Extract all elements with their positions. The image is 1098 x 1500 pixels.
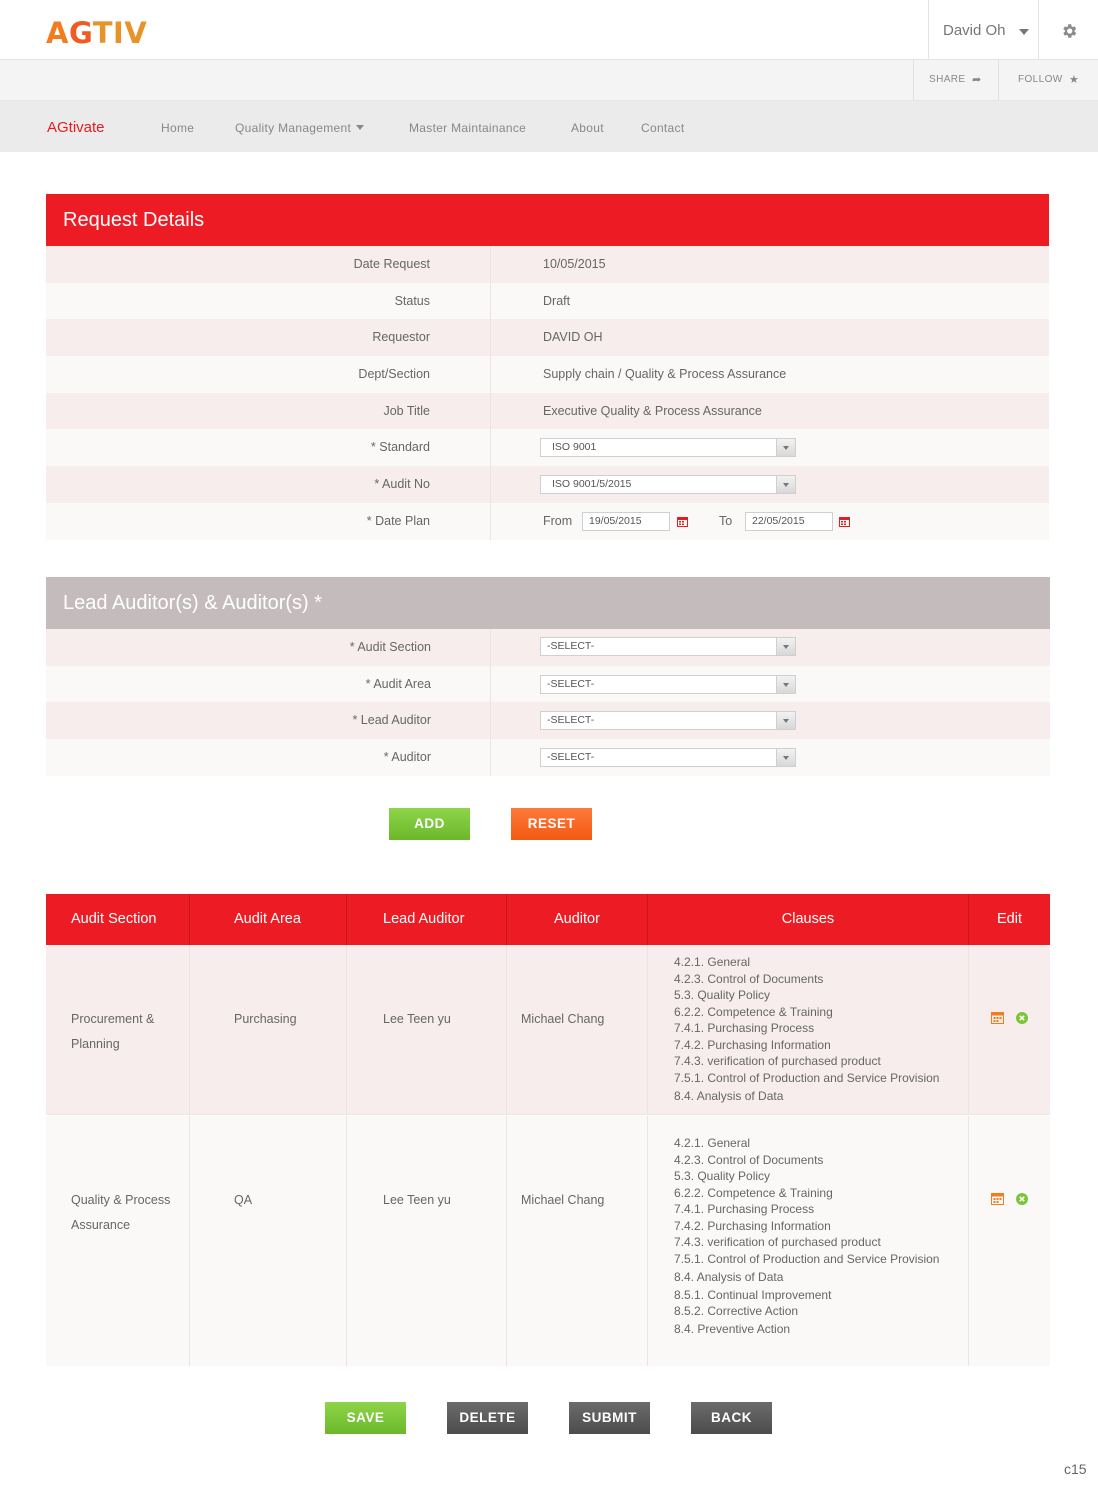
to-label: To bbox=[719, 513, 733, 528]
clauses-list bbox=[674, 954, 939, 1105]
col-clauses: Clauses bbox=[648, 894, 969, 945]
back-button[interactable]: BACK bbox=[691, 1402, 772, 1434]
user-menu[interactable] bbox=[928, 0, 1038, 60]
clause-item: 8.4. Analysis of Data bbox=[674, 1270, 784, 1284]
clause-item: 7.5.1. Control of Production and Service Provision bbox=[674, 1070, 940, 1085]
chevron-down-icon bbox=[776, 439, 795, 456]
divider bbox=[490, 246, 491, 283]
star-icon: ★ bbox=[1069, 74, 1080, 86]
field-label: Requestor bbox=[372, 330, 430, 345]
form-row-requestor bbox=[46, 319, 1049, 356]
clause-item: 4.2.1. General bbox=[674, 1136, 751, 1150]
field-label: Dept/Section bbox=[358, 367, 430, 382]
form-row-job-title bbox=[46, 393, 1049, 430]
form-row-audit-no bbox=[46, 466, 1049, 503]
field-label: * Audit Section bbox=[349, 640, 431, 654]
date-to-input[interactable]: 22/05/2015 bbox=[745, 512, 833, 531]
form-row-audit-area bbox=[46, 666, 1050, 703]
form-row-date-request bbox=[46, 246, 1049, 283]
delete-button[interactable]: DELETE bbox=[447, 1402, 528, 1434]
cell-edit bbox=[969, 945, 1050, 1114]
audit-no-select-value: ISO 9001/5/2015 bbox=[552, 478, 632, 491]
field-label: Date Request bbox=[353, 257, 430, 271]
field-label: * Date Plan bbox=[366, 513, 430, 528]
clauses-list bbox=[674, 1135, 939, 1337]
audit-area-select-value: -SELECT- bbox=[547, 677, 595, 690]
lead-auditor-select[interactable] bbox=[540, 711, 796, 730]
remove-icon[interactable] bbox=[1016, 1193, 1028, 1205]
divider bbox=[490, 739, 491, 776]
field-label: * Audit No bbox=[374, 477, 430, 492]
remove-icon[interactable] bbox=[1016, 1012, 1028, 1024]
dept-section-value: Supply chain / Quality & Process Assurance bbox=[543, 367, 787, 382]
cell-edit bbox=[969, 1116, 1050, 1366]
share-label: SHARE bbox=[929, 74, 966, 85]
clause-item: 4.2.1. General bbox=[674, 955, 751, 969]
cell-clauses bbox=[648, 1116, 969, 1366]
auditor-text: Michael Chang bbox=[521, 1193, 605, 1207]
audit-section-line: Assurance bbox=[71, 1217, 131, 1232]
requestor-value: DAVID OH bbox=[543, 330, 603, 345]
clause-item: 7.5.1. Control of Production and Service Provision bbox=[674, 1251, 940, 1266]
chevron-down-icon bbox=[776, 638, 795, 655]
audit-area-text: QA bbox=[234, 1193, 253, 1207]
auditors-form bbox=[46, 629, 1050, 776]
cell-audit-area bbox=[190, 945, 347, 1114]
cell-lead-auditor bbox=[347, 945, 507, 1114]
audit-section-line: Planning bbox=[71, 1036, 120, 1051]
job-title-value: Executive Quality & Process Assurance bbox=[543, 403, 762, 418]
divider bbox=[490, 503, 491, 540]
status-value: Draft bbox=[543, 293, 571, 308]
form-row-auditor bbox=[46, 739, 1050, 776]
audit-section-select-value: -SELECT- bbox=[547, 640, 595, 652]
share-arrow-icon: ➦ bbox=[972, 74, 982, 86]
form-row-lead-auditor bbox=[46, 702, 1050, 739]
field-label: Status bbox=[394, 293, 430, 308]
clause-item: 7.4.1. Purchasing Process bbox=[674, 1202, 815, 1216]
logo-letters-tiv: TIV bbox=[92, 16, 148, 50]
request-details-form bbox=[46, 246, 1049, 540]
table-row bbox=[46, 945, 1050, 1115]
lead-auditor-text: Lee Teen yu bbox=[383, 1012, 451, 1026]
field-label: * Standard bbox=[370, 440, 430, 455]
date-from-input[interactable]: 19/05/2015 bbox=[582, 512, 670, 531]
reset-button[interactable]: RESET bbox=[511, 808, 592, 840]
settings-button[interactable] bbox=[1038, 0, 1098, 60]
clause-item: 8.4. Preventive Action bbox=[674, 1321, 791, 1336]
save-button[interactable]: SAVE bbox=[325, 1402, 406, 1434]
cell-lead-auditor bbox=[347, 1116, 507, 1366]
clause-item: 6.2.2. Competence & Training bbox=[674, 1004, 833, 1019]
follow-button[interactable] bbox=[998, 60, 1098, 100]
divider bbox=[490, 666, 491, 703]
clause-item: 8.5.1. Continual Improvement bbox=[674, 1287, 832, 1302]
audit-section-select[interactable] bbox=[540, 637, 796, 656]
auditor-text: Michael Chang bbox=[521, 1012, 605, 1026]
logo-letter-a: A bbox=[46, 16, 69, 50]
chevron-down-icon bbox=[356, 125, 364, 130]
standard-select[interactable] bbox=[540, 438, 796, 457]
calendar-icon[interactable] bbox=[991, 1192, 1004, 1205]
gear-icon bbox=[1060, 22, 1078, 40]
add-button[interactable]: ADD bbox=[389, 808, 470, 840]
calendar-icon[interactable] bbox=[991, 1011, 1004, 1024]
clause-item: 4.2.3. Control of Documents bbox=[674, 1152, 824, 1167]
table-row bbox=[46, 1116, 1050, 1366]
nav-quality-management-label: Quality Management bbox=[235, 121, 352, 135]
chevron-down-icon bbox=[776, 476, 795, 493]
clause-item: 4.2.3. Control of Documents bbox=[674, 971, 824, 986]
brand-link[interactable]: AGtivate bbox=[47, 119, 105, 136]
cell-auditor bbox=[507, 1116, 648, 1366]
form-row-date-plan bbox=[46, 503, 1049, 540]
nav-home[interactable]: Home bbox=[161, 121, 195, 135]
clause-item: 5.3. Quality Policy bbox=[674, 988, 771, 1002]
clause-item: 6.2.2. Competence & Training bbox=[674, 1185, 833, 1200]
clause-item: 7.4.3. verification of purchased product bbox=[674, 1054, 881, 1068]
lead-auditor-text: Lee Teen yu bbox=[383, 1193, 451, 1207]
form-row-status bbox=[46, 283, 1049, 320]
chevron-down-icon bbox=[1019, 29, 1029, 35]
col-lead-auditor: Lead Auditor bbox=[347, 894, 507, 945]
nav-quality-management[interactable] bbox=[235, 121, 364, 135]
clause-item: 8.4. Analysis of Data bbox=[674, 1089, 784, 1103]
cell-clauses bbox=[648, 945, 969, 1114]
cell-audit-area bbox=[190, 1116, 347, 1366]
form-row-dept-section bbox=[46, 356, 1049, 393]
share-bar bbox=[0, 60, 1098, 101]
share-button[interactable] bbox=[913, 60, 998, 100]
submit-button[interactable]: SUBMIT bbox=[569, 1402, 650, 1434]
audit-section-line: Procurement & bbox=[71, 1012, 155, 1026]
auditor-select[interactable] bbox=[540, 748, 796, 767]
audit-table-header bbox=[46, 894, 1050, 945]
top-bar bbox=[0, 0, 1098, 60]
cell-auditor bbox=[507, 945, 648, 1114]
audit-no-select[interactable] bbox=[540, 475, 796, 494]
divider bbox=[490, 319, 491, 356]
divider bbox=[490, 466, 491, 503]
audit-section-line: Quality & Process bbox=[71, 1193, 171, 1207]
calendar-icon[interactable] bbox=[677, 516, 688, 527]
divider bbox=[490, 702, 491, 739]
clause-item: 8.5.2. Corrective Action bbox=[674, 1304, 799, 1318]
divider bbox=[490, 283, 491, 320]
col-audit-area: Audit Area bbox=[190, 894, 347, 945]
cell-audit-section bbox=[46, 945, 190, 1114]
chevron-down-icon bbox=[776, 749, 795, 766]
chevron-down-icon bbox=[776, 712, 795, 729]
page-code: c15 bbox=[1064, 1461, 1087, 1477]
logo-letter-g: G bbox=[68, 16, 93, 50]
col-auditor: Auditor bbox=[507, 894, 648, 945]
form-row-audit-section bbox=[46, 629, 1050, 666]
field-label: * Auditor bbox=[383, 750, 431, 765]
audit-area-select[interactable] bbox=[540, 675, 796, 694]
form-row-standard bbox=[46, 429, 1049, 466]
field-label: Job Title bbox=[383, 403, 430, 418]
clause-item: 7.4.3. verification of purchased product bbox=[674, 1235, 881, 1249]
agtiv-logo[interactable] bbox=[46, 16, 147, 50]
follow-label: FOLLOW bbox=[1018, 74, 1063, 85]
clause-item: 5.3. Quality Policy bbox=[674, 1169, 771, 1183]
chevron-down-icon bbox=[776, 676, 795, 693]
divider bbox=[490, 629, 491, 666]
auditors-header: Lead Auditor(s) & Auditor(s) * bbox=[46, 577, 1050, 629]
audit-area-text: Purchasing bbox=[234, 1012, 297, 1026]
clause-item: 7.4.2. Purchasing Information bbox=[674, 1218, 831, 1233]
divider bbox=[490, 356, 491, 393]
cell-audit-section bbox=[46, 1116, 190, 1366]
from-label: From bbox=[543, 513, 573, 528]
request-details-header: Request Details bbox=[46, 194, 1049, 246]
divider bbox=[490, 429, 491, 466]
lead-auditor-select-value: -SELECT- bbox=[547, 714, 595, 727]
divider bbox=[490, 393, 491, 430]
field-label: * Lead Auditor bbox=[352, 713, 431, 728]
nav-about[interactable]: About bbox=[571, 121, 604, 135]
auditor-select-value: -SELECT- bbox=[547, 751, 595, 764]
standard-select-value: ISO 9001 bbox=[552, 441, 597, 454]
field-label: * Audit Area bbox=[365, 676, 431, 691]
main-nav bbox=[0, 101, 1098, 152]
nav-contact[interactable]: Contact bbox=[641, 121, 685, 135]
user-name: David Oh bbox=[943, 22, 1006, 39]
date-request-value: 10/05/2015 bbox=[543, 257, 606, 271]
nav-master-maintainance[interactable]: Master Maintainance bbox=[409, 121, 527, 135]
clause-item: 7.4.2. Purchasing Information bbox=[674, 1037, 831, 1052]
clause-item: 7.4.1. Purchasing Process bbox=[674, 1021, 815, 1035]
col-audit-section: Audit Section bbox=[46, 894, 190, 945]
col-edit: Edit bbox=[997, 911, 1022, 927]
calendar-icon[interactable] bbox=[839, 516, 850, 527]
